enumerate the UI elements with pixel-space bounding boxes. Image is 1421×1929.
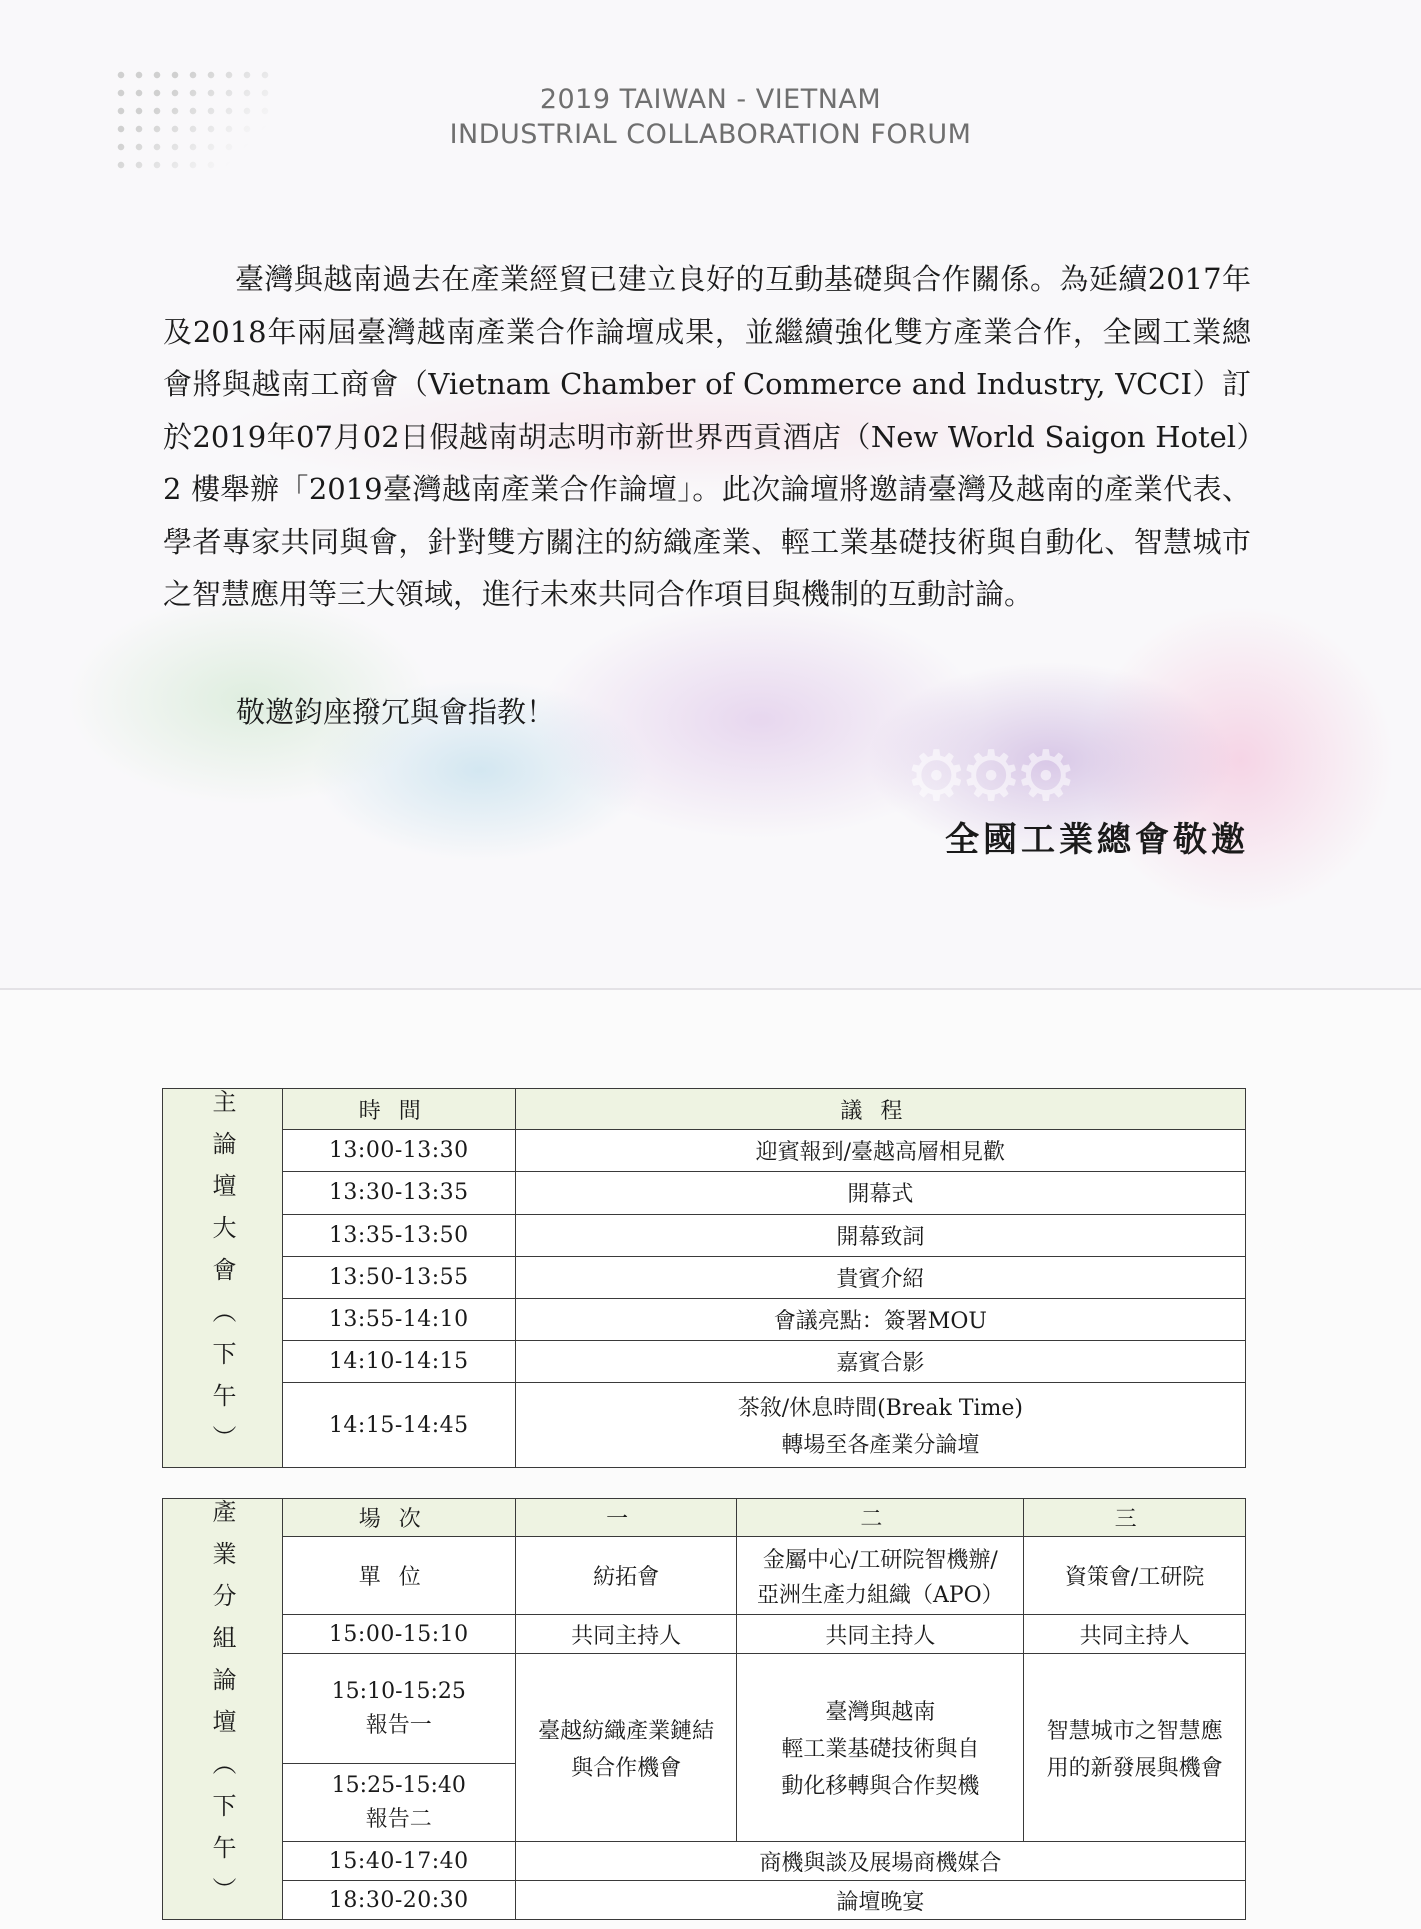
unit-cell-2 [737, 1537, 1024, 1615]
table-cell-agenda: 貴賓介紹 [515, 1256, 1245, 1298]
forum-title-line1: 2019 TAIWAN - VIETNAM [539, 84, 882, 115]
invitation-closing: 敬邀鈞座撥冗與會指教！ [236, 695, 556, 729]
table-cell-time: 14:10-14:15 [282, 1341, 515, 1383]
report2-cell [282, 1764, 515, 1842]
topic-line: 用的新發展與機會 [1046, 1755, 1223, 1781]
unit-label: 單位 [282, 1537, 515, 1615]
table-cell-agenda: 開幕式 [515, 1172, 1245, 1214]
unit-cell-3: 資策會/工研院 [1024, 1537, 1246, 1615]
table-cell-time: 13:50-13:55 [282, 1256, 515, 1298]
table-cell-agenda: 開幕致詞 [515, 1214, 1245, 1256]
table-cell-time: 13:35-13:50 [282, 1214, 515, 1256]
agenda-line: 轉場至各產業分論壇 [781, 1433, 980, 1459]
topic-line: 動化移轉與合作契機 [781, 1774, 980, 1799]
report2-label: 報告二 [365, 1806, 432, 1832]
table-cell-time: 13:55-14:10 [282, 1299, 515, 1341]
table-cell-agenda [515, 1383, 1245, 1468]
report2-time: 15:25-15:40 [331, 1772, 466, 1798]
table-cell-agenda: 迎賓報到/臺越高層相見歡 [515, 1130, 1245, 1172]
cohost-cell: 共同主持人 [515, 1615, 737, 1654]
header-time: 時間 [282, 1089, 515, 1130]
main-forum-side-label: 主論壇大會（下午） [163, 1089, 283, 1468]
topic-line: 輕工業基礎技術與自 [781, 1737, 980, 1762]
agenda-line: 茶敘/休息時間(Break Time) [737, 1396, 1024, 1422]
topic-line: 智慧城市之智慧應 [1046, 1718, 1223, 1744]
main-forum-table [162, 1088, 1246, 1468]
forum-title-line2: INDUSTRIAL COLLABORATION FORUM [449, 119, 972, 150]
cohost-cell: 共同主持人 [1024, 1615, 1246, 1654]
topic-cell-2 [737, 1654, 1024, 1842]
table-cell-time: 18:30-20:30 [282, 1881, 515, 1920]
header-session: 場次 [282, 1499, 515, 1537]
table-cell-agenda: 嘉賓合影 [515, 1341, 1245, 1383]
unit-line: 金屬中心/工研院智機辦/ [762, 1547, 998, 1573]
invitation-body [163, 253, 1251, 621]
invitation-signature: 全國工業總會敬邀 [945, 820, 1249, 860]
topic-line: 與合作機會 [571, 1755, 682, 1781]
table-cell-time: 15:00-15:10 [282, 1615, 515, 1654]
gear-watermark-icon: ⚙⚙⚙ [905, 735, 1070, 817]
unit-line: 亞洲生產力組織（APO） [756, 1582, 1004, 1608]
report1-label: 報告一 [365, 1712, 432, 1738]
report1-time: 15:10-15:25 [331, 1678, 466, 1704]
header-agenda: 議程 [515, 1089, 1245, 1130]
table-cell-time: 13:30-13:35 [282, 1172, 515, 1214]
fold-line [0, 988, 1421, 990]
breakout-forum-table [162, 1498, 1246, 1920]
table-cell-time: 13:00-13:30 [282, 1130, 515, 1172]
header-session-3: 三 [1024, 1499, 1246, 1537]
topic-line: 臺越紡織產業鏈結 [538, 1718, 715, 1744]
topic-line: 臺灣與越南 [825, 1700, 936, 1725]
invitation-paragraph: 臺灣與越南過去在產業經貿已建立良好的互動基礎與合作關係。為延續2017年及2018年兩屆臺灣越南產業合作論壇成果，並繼續強化雙方產業合作，全國工業總會將與越南工商會（Vietnam Chamber of Commerce and Industry, VCCI）訂於2019年07月02日假越南胡志明市新世界西貢酒店（New World Saigon Hotel）2 樓舉辦「2019臺灣越南產業合作論壇」。此次論壇將邀請臺灣及越南的產業代表、學者專家共同與會，針對雙方關注的紡織產業、輕工業基礎技術與自動化、智慧城市之智慧應用等三大領域，進行未來共同合作項目與機制的互動討論。 [163, 262, 1251, 611]
table-cell-agenda: 會議亮點：簽署MOU [515, 1299, 1245, 1341]
breakout-side-label: 產業分組論壇（下午） [163, 1499, 283, 1920]
report1-cell [282, 1654, 515, 1764]
topic-cell-1 [515, 1654, 737, 1842]
cohost-cell: 共同主持人 [737, 1615, 1024, 1654]
header-session-1: 一 [515, 1499, 737, 1537]
table-cell-time: 15:40-17:40 [282, 1842, 515, 1881]
dinner-cell: 論壇晚宴 [515, 1881, 1245, 1920]
matching-cell: 商機與談及展場商機媒合 [515, 1842, 1245, 1881]
table-cell-time: 14:15-14:45 [282, 1383, 515, 1468]
unit-cell-1: 紡拓會 [515, 1537, 737, 1615]
header-session-2: 二 [737, 1499, 1024, 1537]
topic-cell-3 [1024, 1654, 1246, 1842]
